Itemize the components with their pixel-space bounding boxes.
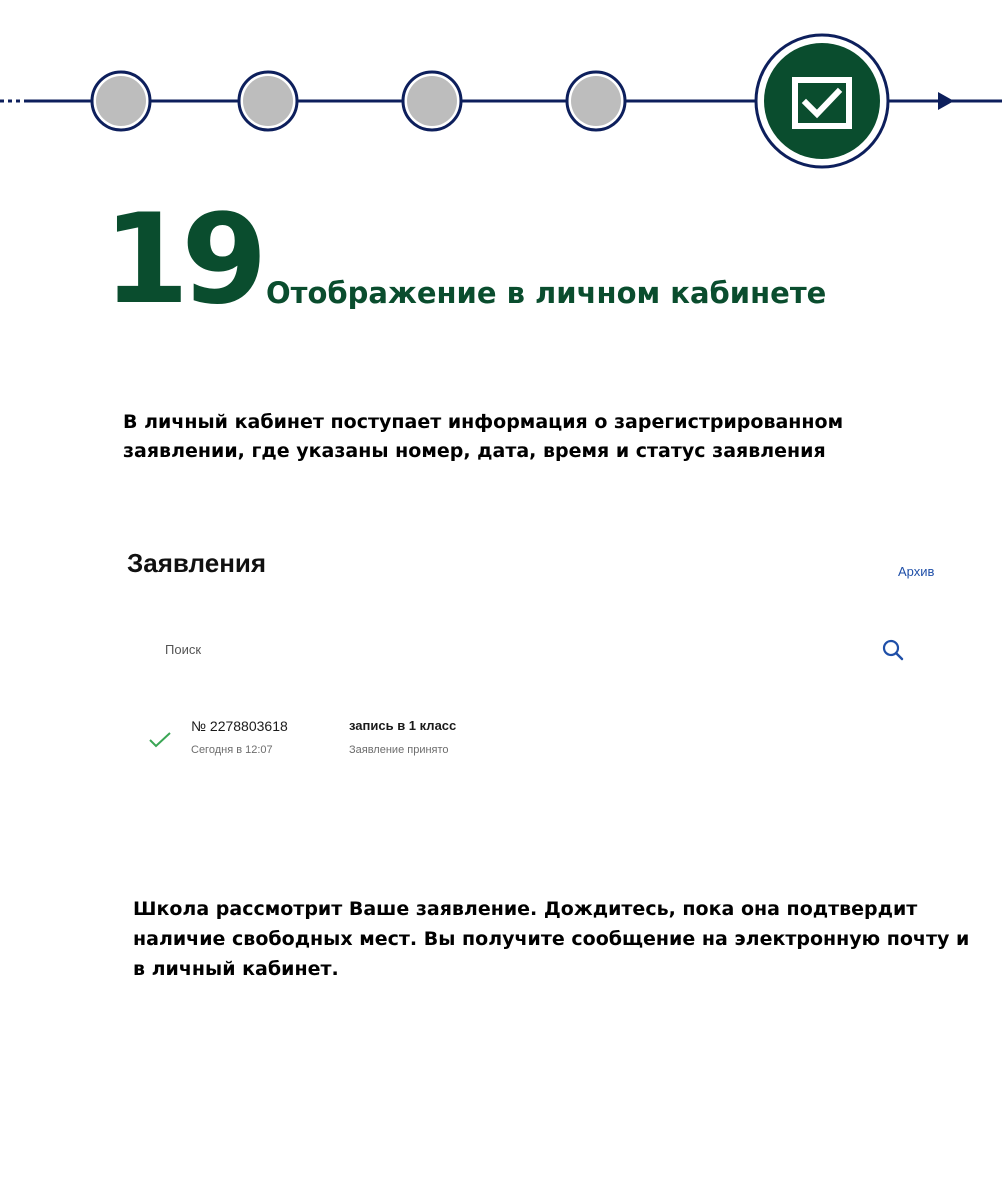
intro-text: В личный кабинет поступает информация о зарегистрированном заявлении, где указаны номер, дата, время и статус заявления <box>123 411 844 462</box>
application-date: Сегодня в 12:07 <box>191 744 273 756</box>
outro-text: Школа рассмотрит Ваше заявление. Дождитесь, пока она подтвердит наличие свободных мест. Вы получите сообщение на электронную почту и в личный кабинет. <box>133 898 970 980</box>
timeline-step-2 <box>239 72 297 130</box>
progress-timeline <box>0 0 1002 200</box>
timeline-step-3 <box>403 72 461 130</box>
timeline-step-4 <box>567 72 625 130</box>
application-service: запись в 1 класс <box>349 718 457 733</box>
application-status: Заявление принято <box>349 744 449 756</box>
search-input[interactable] <box>150 634 865 664</box>
timeline-step-5-active <box>756 35 888 167</box>
application-number: № 2278803618 <box>191 718 288 734</box>
search-icon[interactable] <box>881 638 905 662</box>
application-row[interactable] <box>140 708 940 768</box>
step-number: 19 <box>103 188 260 332</box>
applications-heading: Заявления <box>127 548 267 578</box>
arrow-right-icon <box>938 92 954 110</box>
archive-link[interactable]: Архив <box>898 564 935 579</box>
timeline-step-1 <box>92 72 150 130</box>
step-title: Отображение в личном кабинете <box>266 276 827 310</box>
check-icon <box>148 730 172 750</box>
progress-timeline-graphic <box>0 0 1002 200</box>
